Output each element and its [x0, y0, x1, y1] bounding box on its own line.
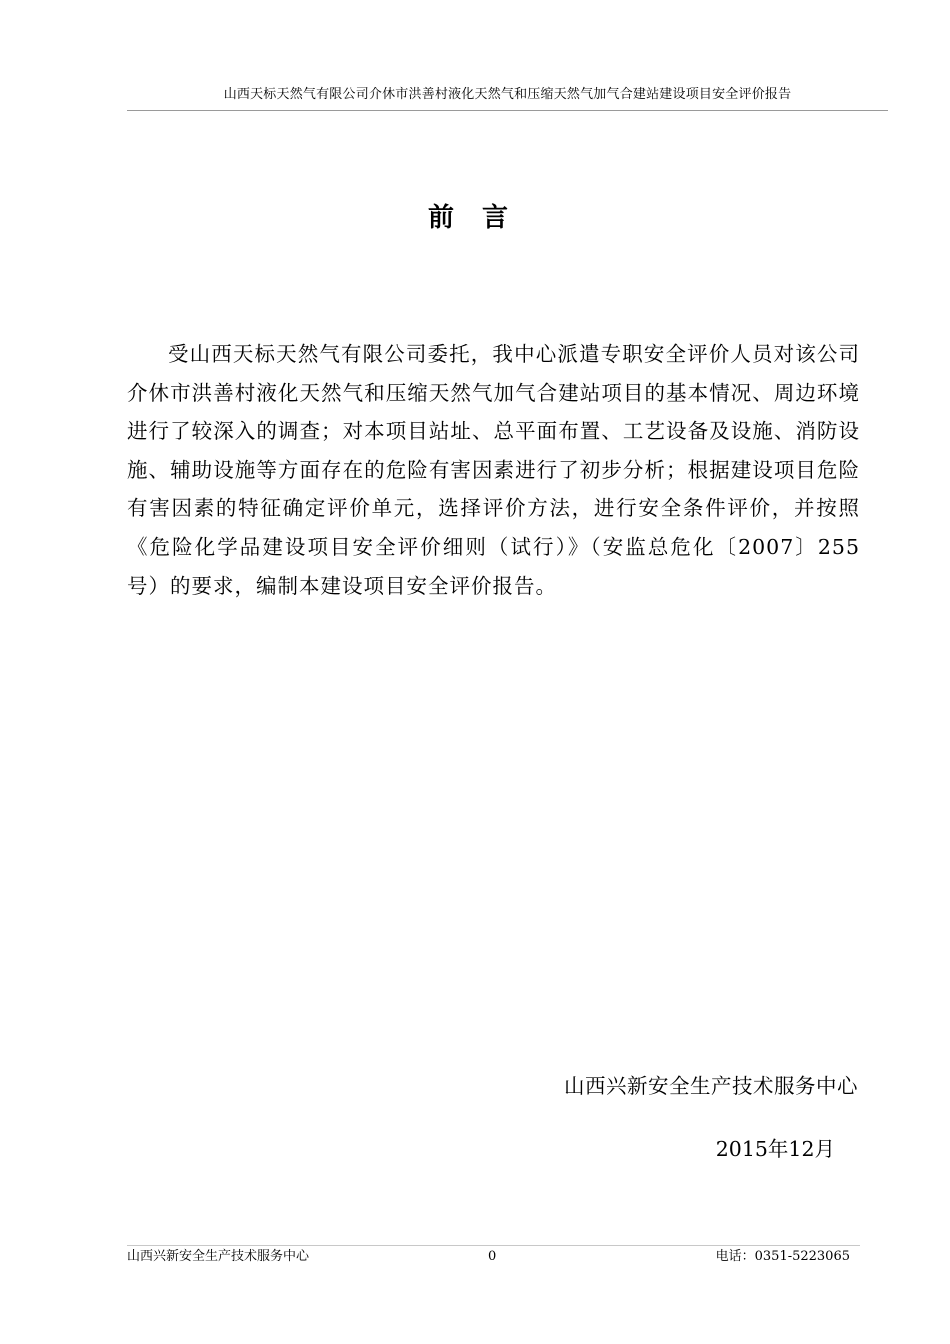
footer-divider: [127, 1245, 860, 1246]
header-text: 山西天标天然气有限公司介休市洪善村液化天然气和压缩天然气加气合建站建设项目安全评价报告: [223, 87, 792, 102]
signature-date: 2015年12月: [715, 1137, 835, 1161]
body-paragraph: 受山西天标天然气有限公司委托，我中心派遣专职安全评价人员对该公司介休市洪善村液化天然气和压缩天然气加气合建站项目的基本情况、周边环境进行了较深入的调查；对本项目站址、总平面布置、工艺设备及设施、消防设施、辅助设施等方面存在的危险有害因素进行了初步分析；根据建设项目危险有害因素的特征确定评价单元，选择评价方法，进行安全条件评价，并按照《危险化学品建设项目安全评价细则（试行）》（安监总危化〔2007〕255号）的要求，编制本建设项目安全评价报告。: [127, 342, 860, 598]
signature-organization: 山西兴新安全生产技术服务中心: [564, 1074, 858, 1098]
header-divider: [127, 110, 888, 111]
footer-organization: 山西兴新安全生产技术服务中心: [127, 1249, 310, 1264]
footer-page-number: 0: [488, 1249, 497, 1264]
page-header: [127, 86, 888, 104]
footer-phone: 电话：0351-5223065: [715, 1249, 850, 1264]
page-title: 前言: [427, 203, 536, 233]
